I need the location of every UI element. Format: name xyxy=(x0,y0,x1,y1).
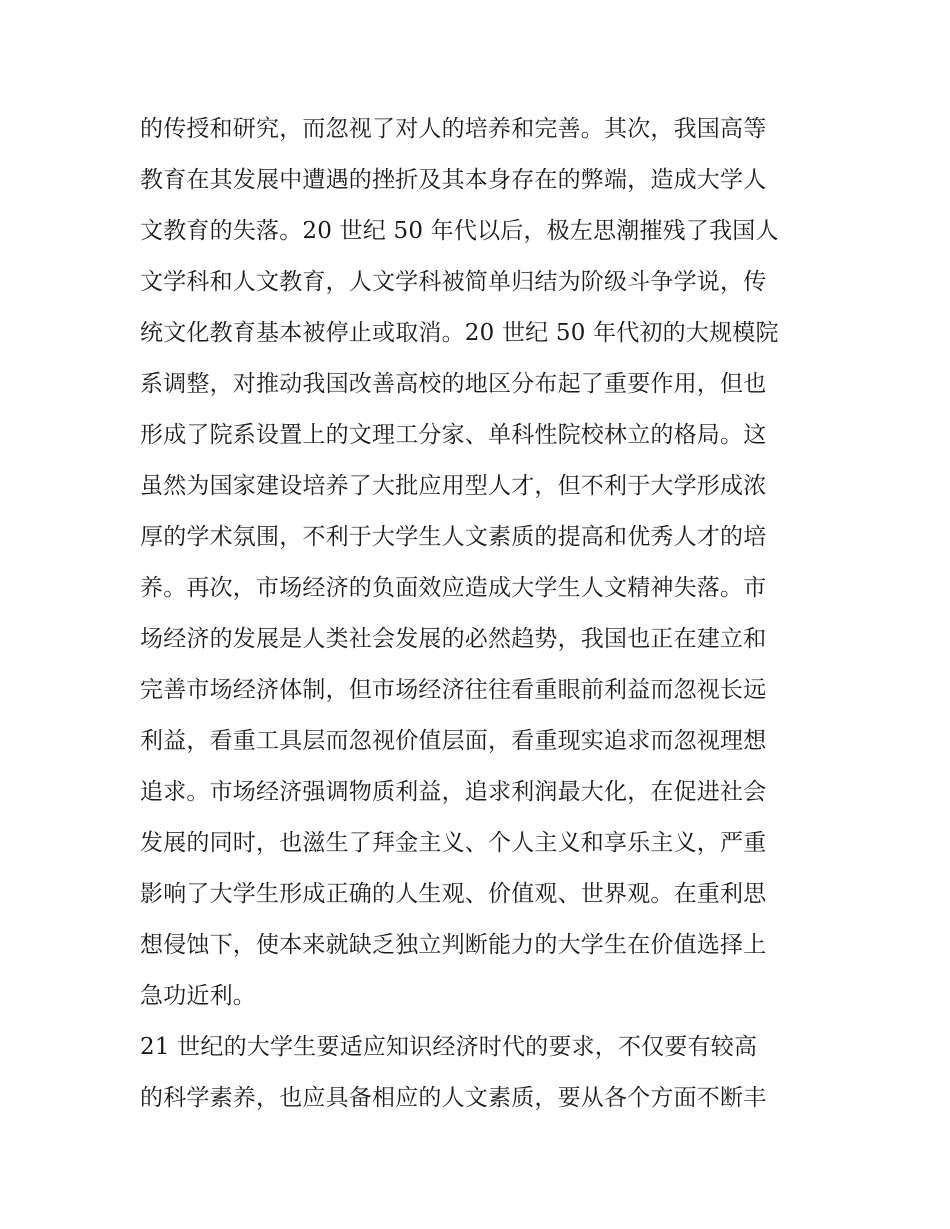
text-line: 完善市场经济体制，但市场经济往往看重眼前利益而忽视长远 xyxy=(140,677,767,703)
text-line: 统文化教育基本被停止或取消。20 世纪 50 年代初的大规模院 xyxy=(140,320,779,346)
text-line: 厚的学术氛围，不利于大学生人文素质的提高和优秀人才的培 xyxy=(140,524,767,550)
text-line: 21 世纪的大学生要适应知识经济时代的要求，不仅要有较高 xyxy=(140,1034,758,1060)
paragraph-1 xyxy=(140,104,820,1022)
paragraph-2 xyxy=(140,1022,820,1124)
text-line: 系调整，对推动我国改善高校的地区分布起了重要作用，但也 xyxy=(140,371,767,397)
text-line: 的科学素养，也应具备相应的人文素质，要从各个方面不断丰 xyxy=(140,1085,767,1111)
text-line: 发展的同时，也滋生了拜金主义、个人主义和享乐主义，严重 xyxy=(140,830,767,856)
text-line: 追求。市场经济强调物质利益，追求利润最大化，在促进社会 xyxy=(140,779,767,805)
text-line: 养。再次，市场经济的负面效应造成大学生人文精神失落。市 xyxy=(140,575,767,601)
text-line: 场经济的发展是人类社会发展的必然趋势，我国也正在建立和 xyxy=(140,626,767,652)
text-line: 形成了院系设置上的文理工分家、单科性院校林立的格局。这 xyxy=(140,422,767,448)
text-line: 虽然为国家建设培养了大批应用型人才，但不利于大学形成浓 xyxy=(140,473,767,499)
document-body xyxy=(140,104,820,1124)
text-line: 利益，看重工具层而忽视价值层面，看重现实追求而忽视理想 xyxy=(140,728,767,754)
text-line: 文学科和人文教育，人文学科被简单归结为阶级斗争学说，传 xyxy=(140,269,767,295)
text-line: 急功近利。 xyxy=(140,983,256,1009)
text-line: 想侵蚀下，使本来就缺乏独立判断能力的大学生在价值选择上 xyxy=(140,932,767,958)
text-line: 教育在其发展中遭遇的挫折及其本身存在的弊端，造成大学人 xyxy=(140,167,767,193)
text-line: 的传授和研究，而忽视了对人的培养和完善。其次，我国高等 xyxy=(140,116,767,142)
text-line: 文教育的失落。20 世纪 50 年代以后，极左思潮摧残了我国人 xyxy=(140,218,779,244)
text-line: 影响了大学生形成正确的人生观、价值观、世界观。在重利思 xyxy=(140,881,767,907)
